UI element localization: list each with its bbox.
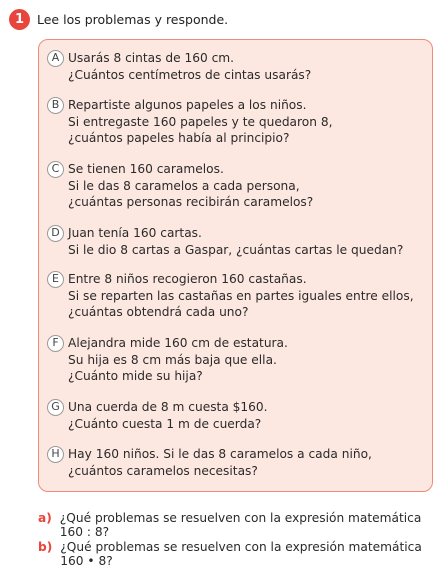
problems-box (38, 39, 433, 492)
problem-h (47, 446, 372, 479)
problem-line: ¿Cuántos centímetros de cintas usarás? (68, 67, 312, 82)
exercise-number-badge: 1 (9, 9, 30, 30)
exercise-instruction: Lee los problemas y responde. (37, 12, 229, 27)
question-a (38, 511, 444, 539)
problem-line: Juan tenía 160 cartas. (68, 226, 202, 240)
problem-f (47, 335, 288, 385)
problem-line: Si se reparten las castañas en partes iguales entre ellos, (68, 288, 414, 303)
problem-letter-badge: H (47, 446, 64, 463)
problem-letter-badge: B (47, 97, 64, 114)
problem-c (47, 161, 313, 211)
problem-line: Entre 8 niños recogieron 160 castañas. (68, 272, 307, 286)
question-letter: a) (38, 511, 52, 525)
problem-e (47, 271, 414, 321)
problem-line: Usarás 8 cintas de 160 cm. (68, 51, 235, 65)
problem-g (47, 399, 268, 432)
problem-line: Su hija es 8 cm más baja que ella. (68, 352, 277, 367)
problem-line: ¿Cuánto cuesta 1 m de cuerda? (68, 416, 262, 431)
problem-line: Hay 160 niños. Si le das 8 caramelos a cada niño, (68, 447, 372, 461)
problem-line: Si entregaste 160 papeles y te quedaron 8, (68, 114, 333, 129)
problem-line: ¿cuántos papeles había al principio? (68, 131, 290, 145)
question-letter: b) (38, 540, 53, 554)
problem-line: ¿cuántas obtendrá cada uno? (68, 305, 249, 319)
problem-line: Una cuerda de 8 m cuesta $160. (68, 400, 268, 414)
problem-letter-badge: D (47, 225, 64, 242)
problem-line: ¿cuántas personas recibirán caramelos? (68, 195, 314, 209)
problem-d (47, 225, 403, 258)
problem-line: ¿cuántos caramelos necesitas? (68, 463, 258, 478)
problem-line: Se tienen 160 caramelos. (68, 162, 224, 176)
question-text: ¿Qué problemas se resuelven con la expresión matemática 160 : 8? (59, 511, 422, 539)
problem-letter-badge: A (47, 50, 64, 67)
problem-letter-badge: F (47, 335, 64, 352)
question-b (38, 540, 444, 568)
problem-letter-badge: C (47, 161, 64, 178)
problem-line: Repartiste algunos papeles a los niños. (68, 98, 307, 112)
question-text: ¿Qué problemas se resuelven con la expresión matemática 160 • 8? (60, 540, 422, 568)
problem-letter-badge: E (47, 271, 64, 288)
problem-line: Si le das 8 caramelos a cada persona, (68, 178, 300, 193)
problem-letter-badge: G (47, 399, 64, 416)
problem-line: ¿Cuánto mide su hija? (68, 369, 203, 383)
problem-a (47, 50, 311, 83)
problem-line: Alejandra mide 160 cm de estatura. (68, 336, 288, 350)
problem-b (47, 97, 332, 147)
exercise-header (9, 9, 228, 30)
problem-line: Si le dio 8 cartas a Gaspar, ¿cuántas cartas le quedan? (68, 242, 404, 257)
